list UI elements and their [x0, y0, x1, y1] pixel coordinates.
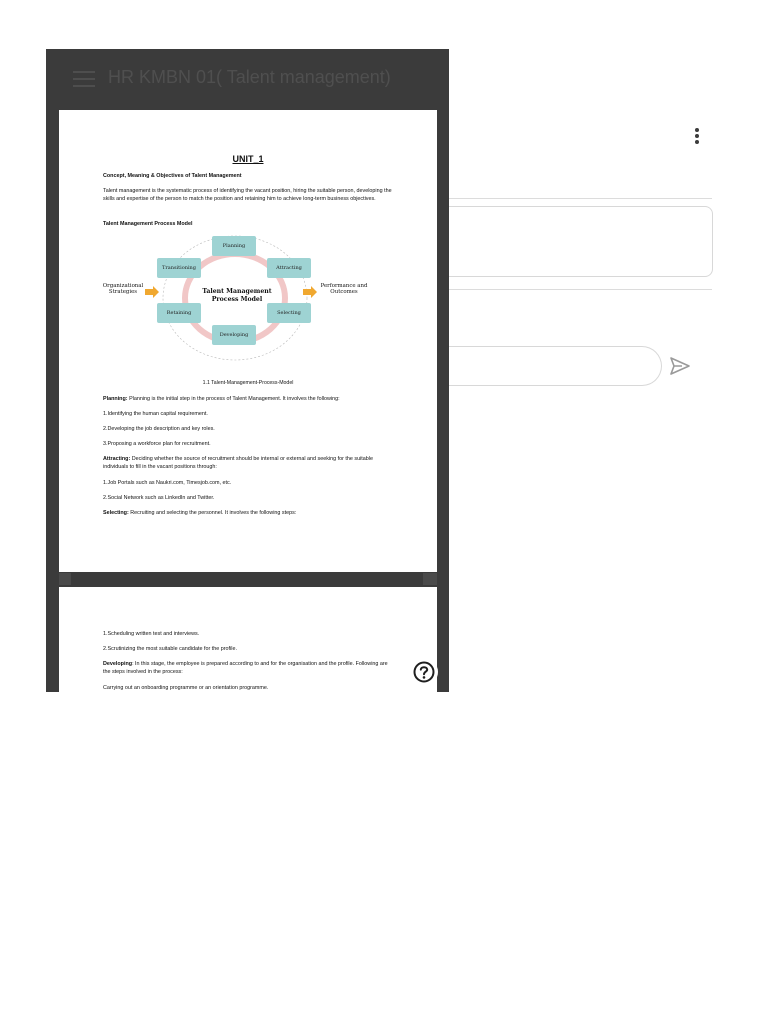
list-item: 1.Job Portals such as Naukri.com, Timesjob.com, etc.	[103, 480, 232, 486]
figure-caption: 1.1 Talent-Management-Process-Model	[202, 380, 294, 386]
list-item: 2.Developing the job description and key roles.	[103, 426, 215, 432]
list-item: 1.Identifying the human capital requirement.	[103, 411, 208, 417]
node-transitioning: Transitioning	[157, 258, 201, 278]
section-title: Concept, Meaning & Objectives of Talent Management	[103, 173, 242, 179]
attracting-paragraph	[103, 455, 393, 471]
node-selecting: Selecting	[267, 303, 311, 323]
last-line: Carrying out an onboarding programme or an orientation programme.	[103, 685, 269, 691]
divider	[448, 289, 712, 290]
list-item: 3.Proposing a workforce plan for recruitment.	[103, 441, 211, 447]
attracting-label: Attracting:	[103, 456, 131, 462]
viewer-title: HR KMBN 01( Talent management)	[108, 67, 391, 87]
document-viewer	[46, 49, 449, 692]
viewer-toolbar	[46, 49, 449, 109]
more-vert-icon[interactable]	[694, 128, 700, 148]
right-label: Performance and Outcomes	[320, 283, 368, 295]
document-page-2[interactable]	[59, 587, 437, 692]
node-developing: Developing	[212, 325, 256, 345]
intro-paragraph: Talent management is the systematic process of identifying the vacant position, hiring the suitable person, developing the skills and expertise of the person to match the position and retaining him to achieve long-term business objectives.	[103, 188, 392, 202]
planning-paragraph	[103, 395, 393, 403]
help-icon[interactable]	[410, 658, 438, 686]
model-title: Talent Management Process Model	[103, 221, 193, 227]
page-gap	[423, 573, 437, 585]
list-item: 1.Scheduling written test and interviews.	[103, 631, 200, 637]
send-icon[interactable]	[668, 354, 692, 378]
selecting-text: Recruiting and selecting the personnel. It involves the following steps:	[130, 510, 297, 516]
unit-heading: UNIT_1	[232, 154, 264, 164]
node-planning: Planning	[212, 236, 256, 256]
page-gap	[59, 573, 71, 585]
list-item: 2.Social Network such as LinkedIn and Twitter.	[103, 495, 215, 501]
hamburger-icon[interactable]	[73, 71, 95, 89]
content-card	[440, 206, 713, 277]
node-attracting: Attracting	[267, 258, 311, 278]
planning-text: Planning is the initial step in the process of Talent Management. It involves the following:	[129, 396, 340, 402]
list-item: 2.Scrutinizing the most suitable candidate for the profile.	[103, 646, 237, 652]
process-model-diagram	[99, 235, 399, 365]
developing-text: : In this stage, the employee is prepared according to and for the organisation and the profile. Following are the steps involved in the process:	[103, 661, 388, 675]
selecting-paragraph	[103, 509, 393, 517]
divider	[448, 198, 712, 199]
developing-paragraph	[103, 660, 393, 676]
planning-label: Planning:	[103, 396, 128, 402]
node-retaining: Retaining	[157, 303, 201, 323]
diagram-center-label: Talent Management Process Model	[202, 288, 272, 303]
arrow-right-icon	[145, 286, 159, 298]
document-page-1[interactable]	[59, 110, 437, 572]
developing-label: Developing	[103, 661, 133, 667]
selecting-label: Selecting:	[103, 510, 129, 516]
attracting-text: Deciding whether the source of recruitment should be internal or external and seeking for the suitable individuals to fill in the vacant positions through:	[103, 456, 373, 470]
comment-input[interactable]	[440, 346, 662, 386]
left-label: Organizational Strategies	[102, 283, 144, 295]
